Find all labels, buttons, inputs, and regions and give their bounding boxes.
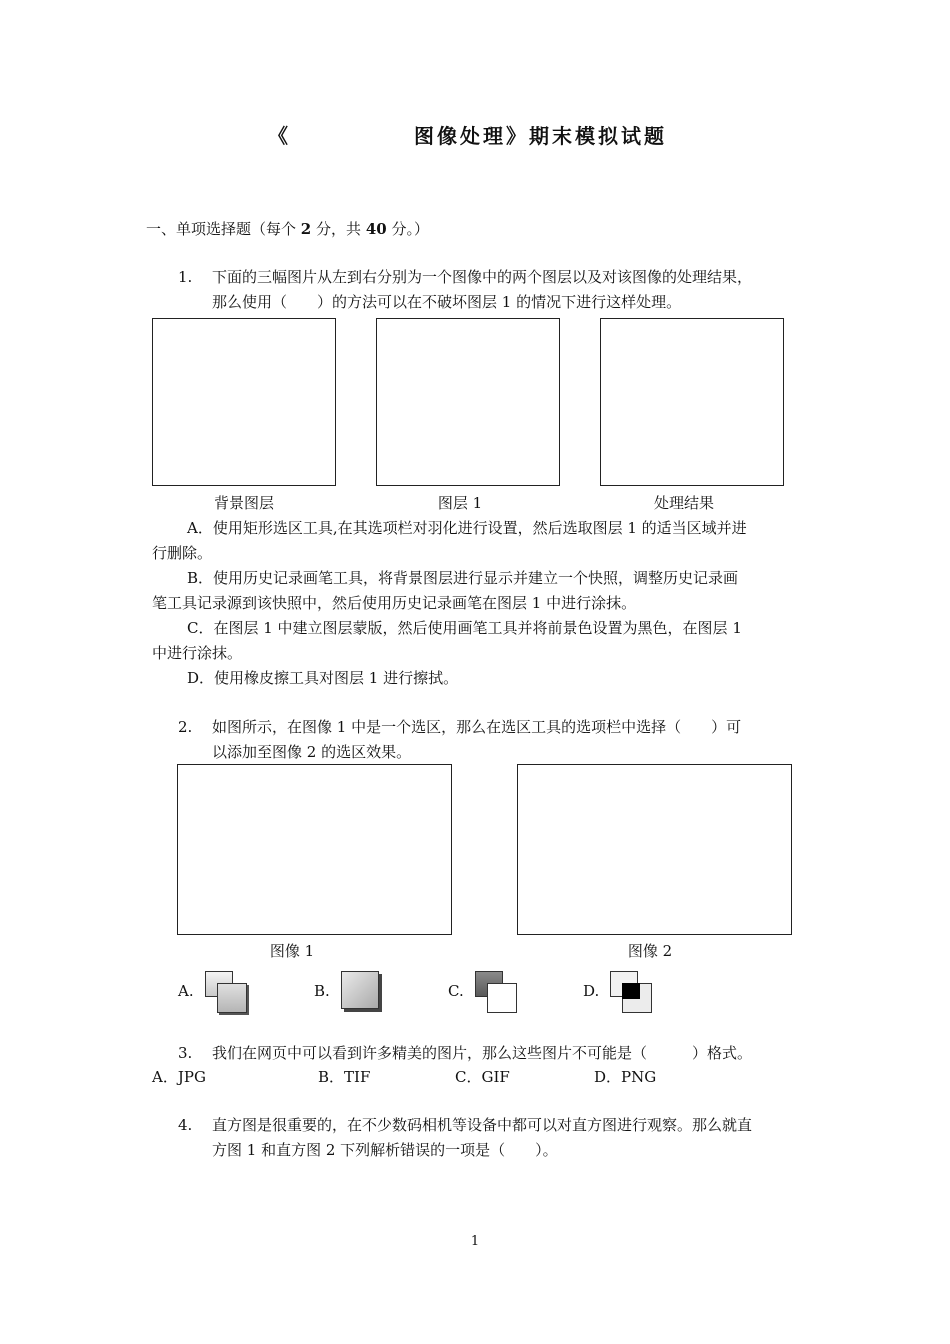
q1-option-b-line2: 笔工具记录源到该快照中，然后使用历史记录画笔在图层 1 中进行涂抹。 bbox=[152, 594, 637, 612]
title-right: 图像处理》期末模拟试题 bbox=[414, 124, 667, 148]
q2-option-c-label: C. bbox=[448, 982, 464, 1000]
q2-image-1 bbox=[177, 764, 452, 935]
section-heading: 一、单项选择题（每个 2 分，共 40 分。） bbox=[146, 220, 429, 238]
title-left: 《 bbox=[268, 124, 291, 148]
q1-option-a-line1: A．使用矩形选区工具,在其选项栏对羽化进行设置，然后选取图层 1 的适当区域并进 bbox=[187, 519, 747, 537]
q2-option-b-label: B. bbox=[314, 982, 330, 1000]
q1-caption-layer1: 图层 1 bbox=[437, 494, 483, 512]
q3-option-d: D．PNG bbox=[594, 1068, 657, 1086]
q2-text-line1: 如图所示，在图像 1 中是一个选区，那么在选区工具的选项栏中选择（ ）可 bbox=[212, 718, 742, 736]
q2-image-2 bbox=[517, 764, 792, 935]
intersect-selection-icon bbox=[610, 971, 656, 1015]
subtract-from-selection-icon bbox=[475, 971, 521, 1015]
q3-option-a: A．JPG bbox=[152, 1068, 206, 1086]
q1-image-background-layer bbox=[152, 318, 336, 486]
q1-text-line1: 下面的三幅图片从左到右分别为一个图像中的两个图层以及对该图像的处理结果， bbox=[212, 268, 753, 286]
q1-number: 1. bbox=[178, 268, 193, 286]
new-selection-icon bbox=[341, 971, 387, 1015]
q3-option-c: C．GIF bbox=[455, 1068, 510, 1086]
q1-caption-result: 处理结果 bbox=[653, 494, 714, 512]
q1-option-b-line1: B．使用历史记录画笔工具，将背景图层进行显示并建立一个快照，调整历史记录画 bbox=[187, 569, 739, 587]
q2-option-d-label: D. bbox=[583, 982, 600, 1000]
page-number: 1 bbox=[470, 1234, 480, 1249]
q1-caption-background: 背景图层 bbox=[213, 494, 274, 512]
q2-caption-image2: 图像 2 bbox=[627, 942, 673, 960]
q2-caption-image1: 图像 1 bbox=[269, 942, 315, 960]
q1-image-layer1 bbox=[376, 318, 560, 486]
page-title bbox=[0, 120, 950, 152]
q4-number: 4. bbox=[178, 1116, 193, 1134]
q4-text-line2: 方图 1 和直方图 2 下列解析错误的一项是（ ）。 bbox=[212, 1141, 558, 1159]
q1-option-c-line1: C．在图层 1 中建立图层蒙版，然后使用画笔工具并将前景色设置为黑色，在图层 1 bbox=[187, 619, 742, 637]
q2-option-a-label: A. bbox=[178, 982, 194, 1000]
q4-text-line1: 直方图是很重要的，在不少数码相机等设备中都可以对直方图进行观察。那么就直 bbox=[212, 1116, 753, 1134]
q1-option-c-line2: 中进行涂抹。 bbox=[152, 644, 243, 662]
q3-number: 3. bbox=[178, 1044, 193, 1062]
q1-text-line2: 那么使用（ ）的方法可以在不破坏图层 1 的情况下进行这样处理。 bbox=[212, 293, 682, 311]
q1-option-d-line1: D．使用橡皮擦工具对图层 1 进行擦拭。 bbox=[187, 669, 459, 687]
q3-text-line1: 我们在网页中可以看到许多精美的图片，那么这些图片不可能是（ ）格式。 bbox=[212, 1044, 753, 1062]
q3-option-b: B．TIF bbox=[318, 1068, 371, 1086]
add-to-selection-icon bbox=[205, 971, 251, 1015]
q2-text-line2: 以添加至图像 2 的选区效果。 bbox=[212, 743, 412, 761]
q1-option-a-line2: 行删除。 bbox=[152, 544, 213, 562]
q2-number: 2. bbox=[178, 718, 193, 736]
q1-image-result bbox=[600, 318, 784, 486]
